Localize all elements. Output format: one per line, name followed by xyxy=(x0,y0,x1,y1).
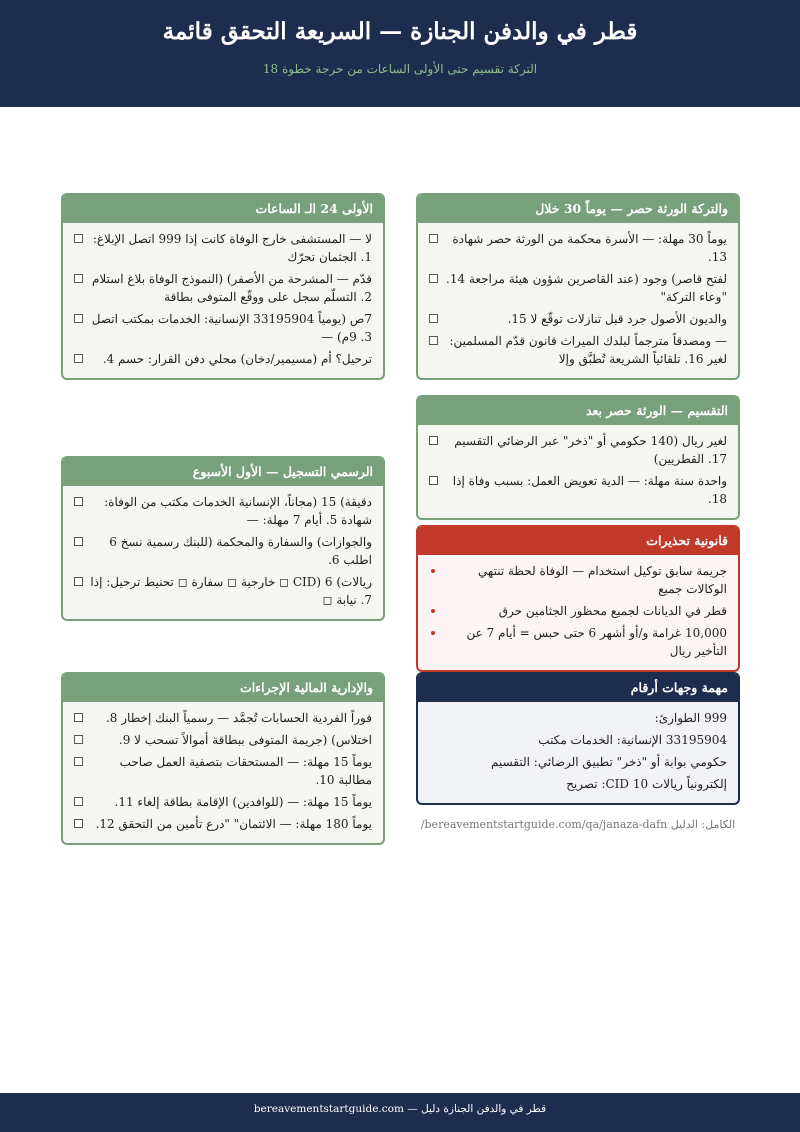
card-first-week xyxy=(61,456,385,621)
checkbox-icon[interactable] xyxy=(74,713,83,722)
bullet-icon xyxy=(431,569,435,573)
checklist-item[interactable]: دقيقة) 15 (مجاناً، الإنسانية الخدمات مكتب من الوفاة: شهادة 5. أيام 7 مهلة: — xyxy=(74,493,372,529)
checklist-item[interactable]: لا — المستشفى خارج الوفاة كانت إذا 999 اتصل الإبلاغ: 1. الجثمان تحرّك xyxy=(74,230,372,266)
card-title: قانونية تحذيرات xyxy=(418,527,738,555)
card-estate-30-days xyxy=(416,193,740,380)
checklist-item[interactable]: يوماً 15 مهلة: — المستحقات بتصفية العمل صاحب مطالبة 10. xyxy=(74,753,372,789)
checklist-item[interactable]: ريالات) 6 (CID ◻ خارجية ◻ سفارة ◻ تحنيط ترحيل: إذا 7. نيابة ◻ xyxy=(74,573,372,609)
contact-item: 33195904 الإنسانية: الخدمات مكتب xyxy=(538,733,727,747)
checklist-item[interactable]: لغير ريال (140 حكومي أو "ذخر" عبر الرضائي التقسيم 17. القطريين) xyxy=(429,432,727,468)
card-title: والإدارية المالية الإجراءات xyxy=(63,674,383,702)
page-header xyxy=(0,0,800,107)
checklist-item[interactable]: لفتح قاصر) وجود (عند القاصرين شؤون هيئة مراجعة 14. "وعاء التركة" xyxy=(429,270,727,306)
card-title: الأولى 24 الـ الساعات xyxy=(63,195,383,223)
checklist-item[interactable]: والجوازات) والسفارة والمحكمة (للبنك رسمية نسخ 6 اطلب 6. xyxy=(74,533,372,569)
checkbox-icon[interactable] xyxy=(429,436,438,445)
checklist-item[interactable]: واحدة سنة مهلة: — الدية تعويض العمل: بسبب وفاة إذا 18. xyxy=(429,472,727,508)
checklist-item[interactable]: — ومصدقاً مترجماً لبلدك الميراث قانون قدّم المسلمين: لغير 16. تلقائياً الشريعة تُطبَّق وإلا xyxy=(429,332,727,368)
checkbox-icon[interactable] xyxy=(429,274,438,283)
card-title: مهمة وجهات أرقام xyxy=(418,674,738,702)
bullet-icon xyxy=(431,631,435,635)
checkbox-icon[interactable] xyxy=(74,497,83,506)
checkbox-icon[interactable] xyxy=(74,819,83,828)
card-first-24-hours xyxy=(61,193,385,380)
checkbox-icon[interactable] xyxy=(74,797,83,806)
warning-item: جريمة سابق توكيل استخدام — الوفاة لحظة تنتهي الوكالات جميع xyxy=(429,562,727,598)
checklist-item[interactable]: يوماً 30 مهلة: — الأسرة محكمة من الورثة حصر شهادة 13. xyxy=(429,230,727,266)
checkbox-icon[interactable] xyxy=(74,577,83,586)
card-title: والتركة الورثة حصر — يوماً 30 خلال xyxy=(418,195,738,223)
checkbox-icon[interactable] xyxy=(429,336,438,345)
contact-item: إلكترونياً ريالات 10 CID: تصريح xyxy=(566,777,727,791)
contact-item: حكومي بوابة أو "ذخر" تطبيق الرضائي: التقسيم xyxy=(490,755,727,769)
checklist-item[interactable]: 7ص (يومياً 33195904 الإنسانية: الخدمات بمكتب اتصل 3. 9م) — xyxy=(74,310,372,346)
card-title: التقسيم — الورثة حصر بعد xyxy=(418,397,738,425)
checkbox-icon[interactable] xyxy=(74,314,83,323)
full-guide-link[interactable]: الكامل: الدليل bereavementstartguide.com/qa/janaza-dafn/ xyxy=(420,818,736,831)
checklist-item[interactable]: يوماً 15 مهلة: — (للوافدين) الإقامة بطاقة إلغاء 11. xyxy=(74,793,372,811)
page-title: قطر في والدفن الجنازة — السريعة التحقق قائمة xyxy=(162,18,638,45)
checklist-item[interactable]: والديون الأصول جرد قبل تنازلات توقّع لا 15. xyxy=(429,310,727,328)
contact-item: 999 الطوارئ: xyxy=(654,711,727,725)
checkbox-icon[interactable] xyxy=(74,354,83,363)
warning-item: قطر في الديانات لجميع محظور الجثامين حرق xyxy=(429,602,727,620)
checkbox-icon[interactable] xyxy=(429,234,438,243)
checkbox-icon[interactable] xyxy=(74,274,83,283)
checklist-item[interactable]: فوراً الفردية الحسابات تُجمَّد — رسمياً البنك إخطار 8. xyxy=(74,709,372,727)
card-title: الرسمي التسجيل — الأول الأسبوع xyxy=(63,458,383,486)
checkbox-icon[interactable] xyxy=(429,314,438,323)
card-financial-procedures xyxy=(61,672,385,845)
bullet-icon xyxy=(431,609,435,613)
checklist-item[interactable]: ترحيل؟ أم (مسيمير/دخان) محلي دفن القرار: حسم 4. xyxy=(74,350,372,368)
checkbox-icon[interactable] xyxy=(429,476,438,485)
checklist-item[interactable]: اختلاس) (جريمة المتوفى ببطاقة أموالاً تسحب لا 9. xyxy=(74,731,372,749)
checkbox-icon[interactable] xyxy=(74,735,83,744)
checkbox-icon[interactable] xyxy=(74,537,83,546)
warning-item: 10,000 غرامة و/أو أشهر 6 حتى حبس = أيام 7 عن التأخير ريال xyxy=(429,624,727,660)
checklist-item[interactable]: قدّم — المشرحة من الأصفر) (النموذج الوفاة بلاغ استلام 2. التسلّم سجل على ووقّع المتوفى بطاقة xyxy=(74,270,372,306)
card-division xyxy=(416,395,740,520)
card-contacts xyxy=(416,672,740,805)
page-footer: قطر في والدفن الجنازة دليل — bereavementstartguide.com xyxy=(0,1093,800,1132)
checkbox-icon[interactable] xyxy=(74,234,83,243)
card-legal-warnings xyxy=(416,525,740,672)
checkbox-icon[interactable] xyxy=(74,757,83,766)
checklist-item[interactable]: يوماً 180 مهلة: — الائتمان" "درع تأمين من التحقق 12. xyxy=(74,815,372,833)
page-subtitle: التركة تقسيم حتى الأولى الساعات من حرجة خطوة 18 xyxy=(262,62,538,76)
